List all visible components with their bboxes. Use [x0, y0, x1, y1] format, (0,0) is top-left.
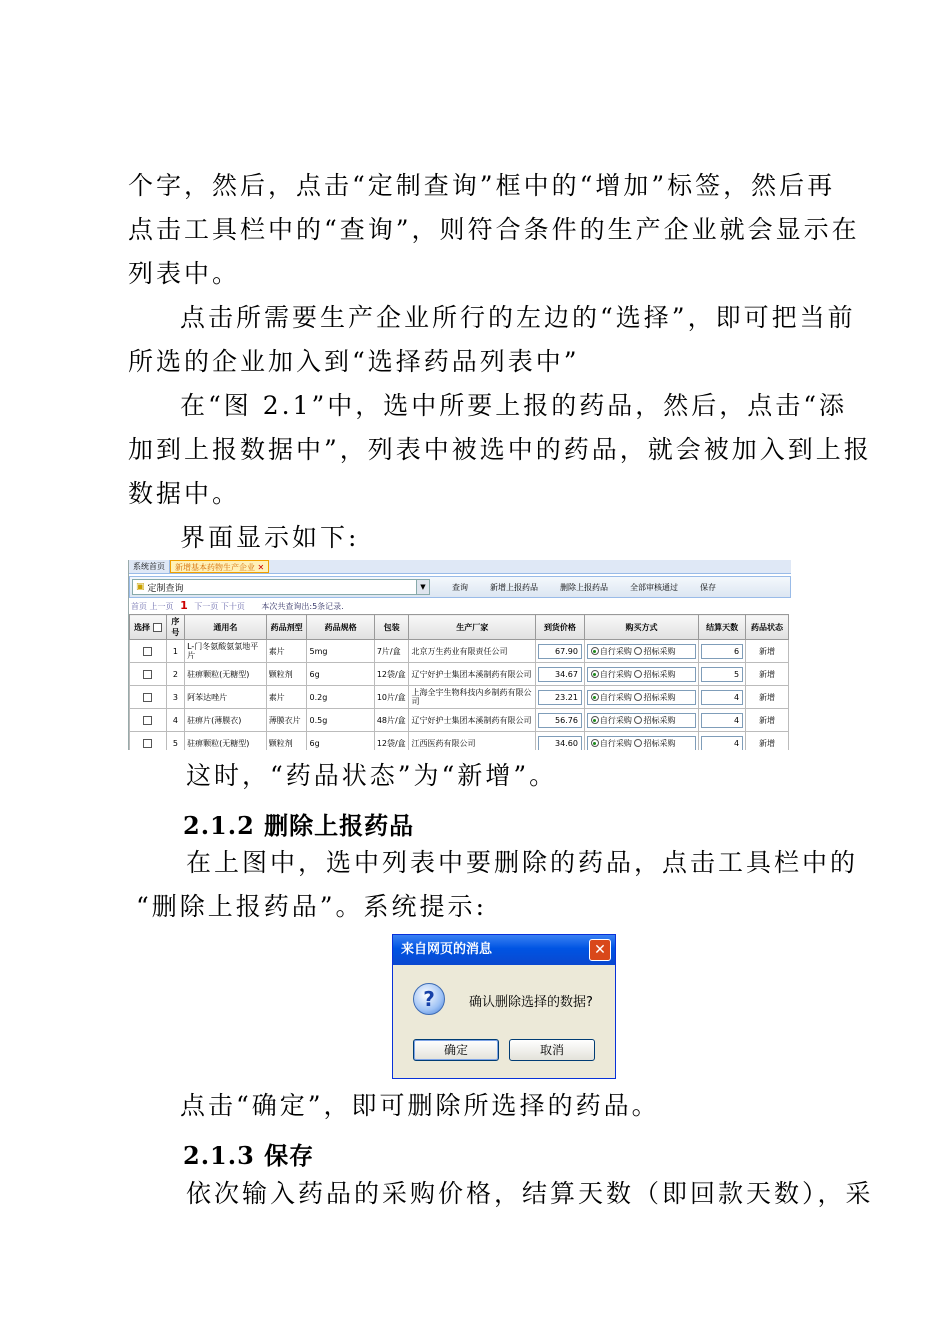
row-pack: 48片/盒: [374, 709, 409, 732]
cancel-button[interactable]: 取消: [509, 1039, 595, 1061]
drug-table: [129, 614, 789, 750]
row-form: 素片: [266, 640, 307, 663]
para-6-line-2: “删除上报药品”。系统提示:: [136, 892, 487, 921]
pager-next[interactable]: 下一页: [194, 602, 219, 611]
tab-bar: [129, 560, 791, 574]
self-purchase-radio[interactable]: [591, 693, 599, 701]
row-spec: 5mg: [307, 640, 374, 663]
days-input[interactable]: 4: [701, 736, 743, 751]
row-pack: 12袋/盒: [374, 663, 409, 686]
row-pack: 7片/盒: [374, 640, 409, 663]
row-days-cell[interactable]: [699, 709, 746, 732]
self-purchase-label: 自行采购: [599, 692, 632, 702]
row-no: 5: [166, 732, 184, 751]
para-2-line-2: 所选的企业加入到“选择药品列表中”: [128, 347, 580, 376]
purchase-box: [587, 713, 696, 728]
price-input[interactable]: 34.60: [538, 736, 582, 751]
row-purchase: [584, 686, 698, 709]
row-days-cell[interactable]: [699, 732, 746, 751]
row-purchase: [584, 709, 698, 732]
row-price-cell[interactable]: [535, 686, 584, 709]
row-status: 新增: [746, 732, 789, 751]
days-input[interactable]: 5: [701, 667, 743, 682]
row-select-cell[interactable]: [130, 663, 167, 686]
col-no: 序号: [166, 615, 184, 640]
row-purchase: [584, 640, 698, 663]
price-input[interactable]: 67.90: [538, 644, 582, 659]
tab-new-enterprise-label: 新增基本药物生产企业: [175, 563, 255, 572]
row-checkbox[interactable]: [143, 716, 152, 725]
self-purchase-radio[interactable]: [591, 670, 599, 678]
days-input[interactable]: 4: [701, 690, 743, 705]
table-row[interactable]: [130, 686, 789, 709]
row-maker: 北京万生药业有限责任公司: [409, 640, 535, 663]
chevron-down-icon[interactable]: ▼: [416, 580, 429, 594]
purchase-box: [587, 736, 696, 751]
para-4: 界面显示如下:: [180, 523, 360, 552]
row-no: 3: [166, 686, 184, 709]
purchase-box: [587, 690, 696, 705]
row-price-cell[interactable]: [535, 640, 584, 663]
row-no: 4: [166, 709, 184, 732]
row-status: 新增: [746, 640, 789, 663]
row-price-cell[interactable]: [535, 709, 584, 732]
row-name: 驻痹颗粒(无糖型): [185, 663, 267, 686]
heading-2-1-3: 2.1.3 保存: [183, 1141, 315, 1170]
row-form: 薄膜衣片: [266, 709, 307, 732]
days-input[interactable]: 6: [701, 644, 743, 659]
row-no: 2: [166, 663, 184, 686]
pager-next10[interactable]: 下十页: [220, 602, 245, 611]
para-3-line-3: 数据中。: [128, 479, 241, 508]
row-price-cell[interactable]: [535, 663, 584, 686]
self-purchase-label: 自行采购: [599, 669, 632, 679]
price-input[interactable]: 56.76: [538, 713, 582, 728]
para-5: 这时，“药品状态”为“新增”。: [186, 761, 558, 790]
purchase-box: [587, 644, 696, 659]
row-status: 新增: [746, 663, 789, 686]
row-spec: 6g: [307, 663, 374, 686]
row-select-cell[interactable]: [130, 686, 167, 709]
tab-home[interactable]: 系统首页: [129, 560, 170, 573]
price-input[interactable]: 34.67: [538, 667, 582, 682]
question-icon: ?: [413, 983, 445, 1015]
tender-purchase-label: 招标采购: [643, 646, 676, 656]
days-input[interactable]: 4: [701, 713, 743, 728]
row-price-cell[interactable]: [535, 732, 584, 751]
para-1-line-2: 点击工具栏中的“查询”，则符合条件的生产企业就会显示在: [128, 215, 860, 244]
row-select-cell[interactable]: [130, 732, 167, 751]
drug-list-screenshot: [128, 560, 791, 750]
row-no: 1: [166, 640, 184, 663]
confirm-dialog: [392, 934, 616, 1079]
row-purchase: [584, 663, 698, 686]
dialog-message: 确认删除选择的数据?: [469, 995, 593, 1010]
row-maker: 辽宁好护士集团本溪制药有限公司: [409, 663, 535, 686]
self-purchase-label: 自行采购: [599, 646, 632, 656]
tender-purchase-label: 招标采购: [643, 669, 676, 679]
tender-purchase-label: 招标采购: [643, 715, 676, 725]
tender-purchase-radio[interactable]: [634, 716, 642, 724]
table-row[interactable]: [130, 640, 789, 663]
table-row[interactable]: [130, 709, 789, 732]
row-name: 驻痹片(薄膜衣): [185, 709, 267, 732]
tab-new-enterprise[interactable]: [170, 560, 269, 573]
self-purchase-label: 自行采购: [599, 738, 632, 748]
custom-query-combo[interactable]: [132, 579, 430, 595]
row-pack: 10片/盒: [374, 686, 409, 709]
row-form: 素片: [266, 686, 307, 709]
delete-report-drug-button[interactable]: 删除上报药品: [560, 582, 608, 592]
dialog-title: 来自网页的消息: [401, 942, 493, 957]
row-checkbox[interactable]: [143, 670, 152, 679]
tender-purchase-label: 招标采购: [643, 738, 676, 748]
self-purchase-label: 自行采购: [599, 715, 632, 725]
row-pack: 12袋/盒: [374, 732, 409, 751]
self-purchase-radio[interactable]: [591, 716, 599, 724]
table-row[interactable]: [130, 732, 789, 751]
row-status: 新增: [746, 686, 789, 709]
self-purchase-radio[interactable]: [591, 647, 599, 655]
row-spec: 6g: [307, 732, 374, 751]
pager-first[interactable]: 首页: [131, 602, 147, 611]
row-checkbox[interactable]: [143, 739, 152, 748]
pager-info: 本次共查询出:5条记录.: [261, 602, 344, 611]
combo-label: 定制查询: [147, 583, 184, 594]
col-spec: 药品规格: [307, 615, 374, 640]
row-days-cell[interactable]: [699, 663, 746, 686]
heading-2-1-2: 2.1.2 删除上报药品: [183, 811, 415, 840]
row-maker: 上海全宇生物科技内乡制药有限公司: [409, 686, 535, 709]
row-maker: 江西医药有限公司: [409, 732, 535, 751]
col-select[interactable]: 选择: [130, 615, 167, 640]
table-row[interactable]: [130, 663, 789, 686]
row-name: 驻痹颗粒(无糖型): [185, 732, 267, 751]
dialog-title-bar: [393, 935, 615, 965]
table-header: [130, 615, 789, 640]
row-maker: 辽宁好护士集团本溪制药有限公司: [409, 709, 535, 732]
col-pack: 包装: [374, 615, 409, 640]
row-select-cell[interactable]: [130, 709, 167, 732]
row-status: 新增: [746, 709, 789, 732]
col-purchase: 购买方式: [584, 615, 698, 640]
pager: [129, 598, 791, 614]
tender-purchase-label: 招标采购: [643, 692, 676, 702]
tender-purchase-radio[interactable]: [634, 670, 642, 678]
row-select-cell[interactable]: [130, 640, 167, 663]
query-folder-icon: ▣: [136, 582, 145, 592]
para-6-line-1: 在上图中，选中列表中要删除的药品，点击工具栏中的: [186, 848, 859, 877]
col-name: 通用名: [185, 615, 267, 640]
select-all-checkbox[interactable]: [153, 623, 162, 632]
para-1-line-1: 个字，然后，点击“定制查询”框中的“增加”标签，然后再: [128, 171, 836, 200]
row-form: 颗粒剂: [266, 732, 307, 751]
row-spec: 0.5g: [307, 709, 374, 732]
para-2-line-1: 点击所需要生产企业所行的左边的“选择”，即可把当前: [180, 303, 856, 332]
para-3-line-2: 加到上报数据中”，列表中被选中的药品，就会被加入到上报: [128, 435, 872, 464]
query-button[interactable]: 查询: [452, 582, 468, 592]
pager-current: 1: [180, 599, 188, 612]
tender-purchase-radio[interactable]: [634, 647, 642, 655]
para-1-line-3: 列表中。: [128, 259, 241, 288]
row-spec: 0.2g: [307, 686, 374, 709]
col-form: 药品剂型: [266, 615, 307, 640]
row-name: L-门冬氨酸氨氯地平片: [185, 640, 267, 663]
self-purchase-radio[interactable]: [591, 739, 599, 747]
para-8: 依次输入药品的采购价格，结算天数（即回款天数），采: [186, 1179, 874, 1208]
col-days: 结算天数: [699, 615, 746, 640]
close-icon[interactable]: ✕: [589, 939, 611, 961]
para-7: 点击“确定”，即可删除所选择的药品。: [180, 1091, 660, 1120]
save-button[interactable]: 保存: [700, 582, 716, 592]
tender-purchase-radio[interactable]: [634, 739, 642, 747]
row-days-cell[interactable]: [699, 640, 746, 663]
ok-button[interactable]: 确定: [413, 1039, 499, 1061]
row-checkbox[interactable]: [143, 647, 152, 656]
approve-all-button[interactable]: 全部审核通过: [630, 582, 678, 592]
col-maker: 生产厂家: [409, 615, 535, 640]
purchase-box: [587, 667, 696, 682]
drug-table-body: [130, 640, 789, 751]
row-form: 颗粒剂: [266, 663, 307, 686]
pager-prev[interactable]: 上一页: [149, 602, 174, 611]
price-input[interactable]: 23.21: [538, 690, 582, 705]
close-icon[interactable]: ✕: [257, 563, 265, 572]
col-price: 到货价格: [535, 615, 584, 640]
toolbar: [129, 576, 791, 598]
row-purchase: [584, 732, 698, 751]
tender-purchase-radio[interactable]: [634, 693, 642, 701]
row-name: 阿苯达唑片: [185, 686, 267, 709]
add-report-drug-button[interactable]: 新增上报药品: [490, 582, 538, 592]
col-status: 药品状态: [746, 615, 789, 640]
para-3-line-1: 在“图 2.1”中，选中所要上报的药品，然后，点击“添: [180, 391, 848, 420]
row-checkbox[interactable]: [143, 693, 152, 702]
row-days-cell[interactable]: [699, 686, 746, 709]
